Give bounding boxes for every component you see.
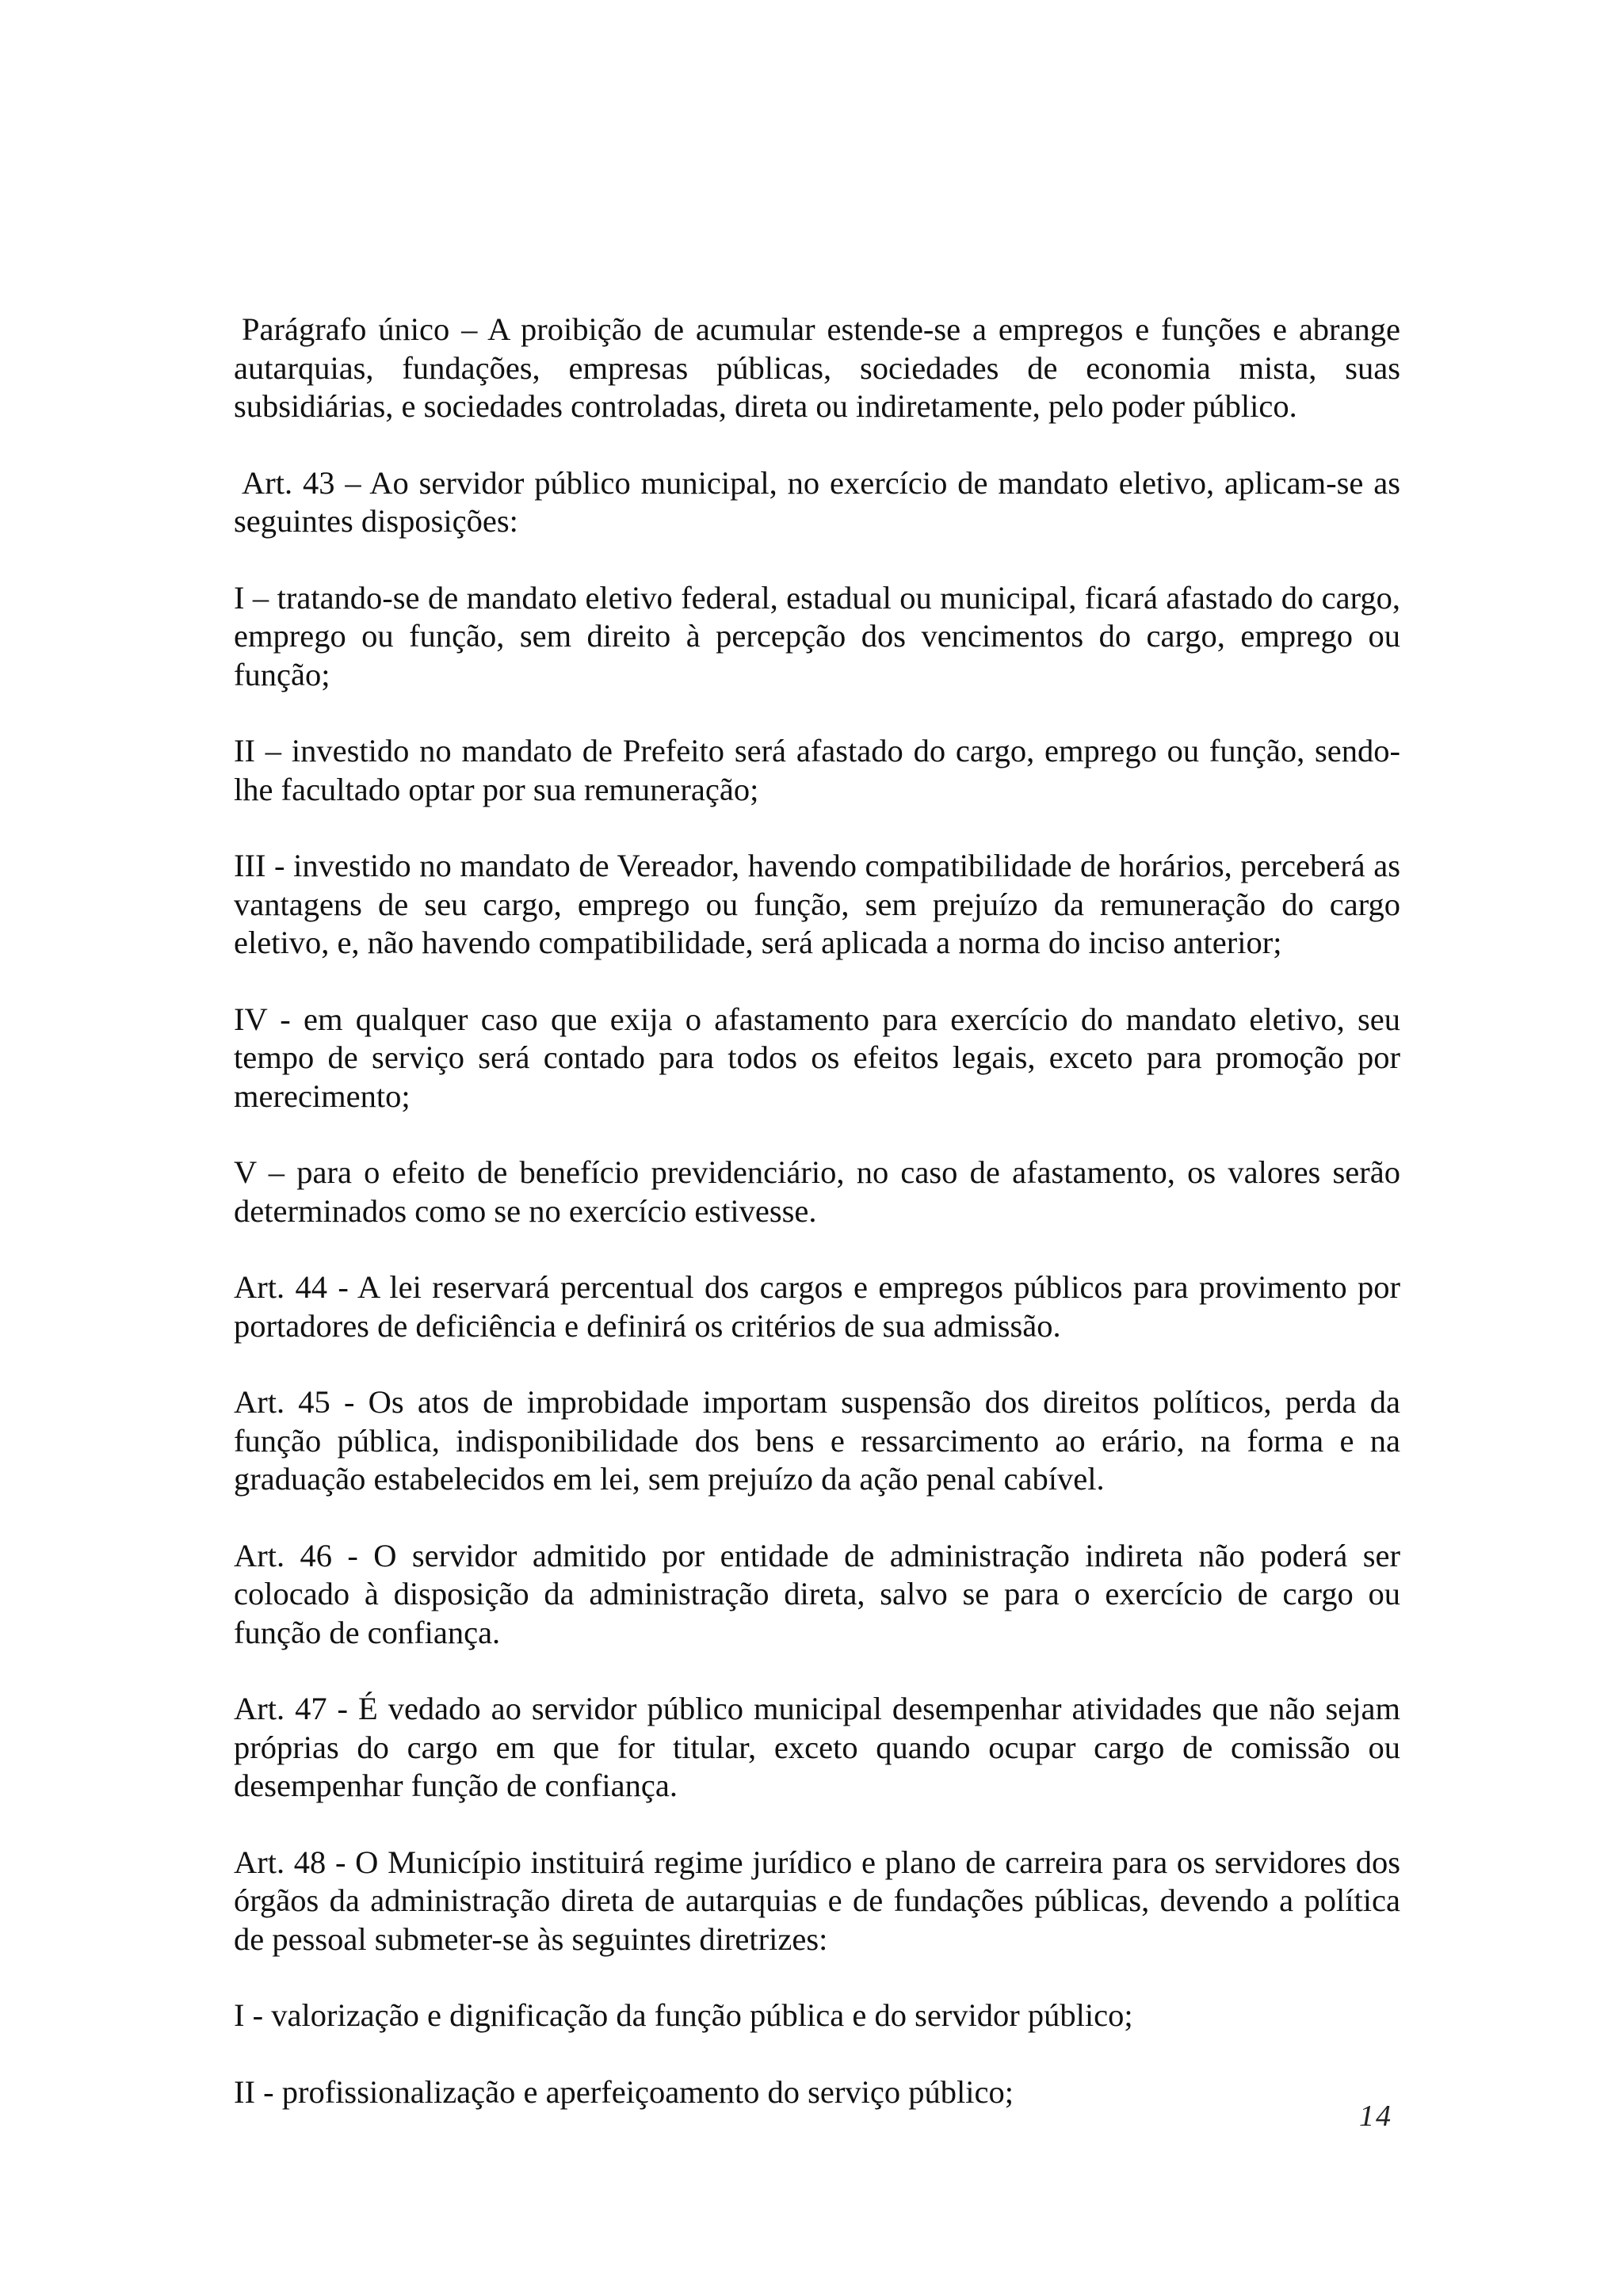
article-43-item-iii: III - investido no mandato de Vereador, havendo compatibilidade de horários, perceberá as vantagens de seu cargo, emprego ou função, sem prejuízo da remuneração do cargo eletivo, e, não havendo compatibilidade, será aplicada a norma do inciso anterior; — [234, 848, 1400, 960]
article-43-item-v: V – para o efeito de benefício previdenciário, no caso de afastamento, os valores serão determinados como se no exercício estivesse. — [234, 1154, 1400, 1229]
article-46: Art. 46 - O servidor admitido por entidade de administração indireta não poderá ser colocado à disposição da administração direta, salvo se para o exercício de cargo ou função de confiança. — [234, 1537, 1400, 1650]
article-48: Art. 48 - O Município instituirá regime jurídico e plano de carreira para os servidores dos órgãos da administração direta de autarquias e de fundações públicas, devendo a política de pessoal submeter-se às seguintes diretrizes: — [234, 1844, 1400, 1957]
paragrafo-unico: Parágrafo único – A proibição de acumular estende-se a empregos e funções e abrange autarquias, fundações, empresas públicas, sociedades de economia mista, suas subsidiárias, e sociedades controladas, direta ou indiretamente, pelo poder público. — [234, 311, 1400, 424]
article-45: Art. 45 - Os atos de improbidade importam suspensão dos direitos políticos, perda da função pública, indisponibilidade dos bens e ressarcimento ao erário, na forma e na graduação estabelecidos em lei, sem prejuízo da ação penal cabível. — [234, 1384, 1400, 1497]
article-43: Art. 43 – Ao servidor público municipal, no exercício de mandato eletivo, aplicam-se as seguintes disposições: — [234, 464, 1400, 539]
page-number: 14 — [1359, 2100, 1392, 2133]
article-44: Art. 44 - A lei reservará percentual dos cargos e empregos públicos para provimento por portadores de deficiência e definirá os critérios de sua admissão. — [234, 1269, 1400, 1344]
document-body — [234, 311, 1400, 2149]
article-43-item-i: I – tratando-se de mandato eletivo federal, estadual ou municipal, ficará afastado do cargo, emprego ou função, sem direito à percepção dos vencimentos do cargo, emprego ou função; — [234, 579, 1400, 692]
article-43-item-ii: II – investido no mandato de Prefeito será afastado do cargo, emprego ou função, sendo-lhe facultado optar por sua remuneração; — [234, 733, 1400, 807]
article-48-item-ii: II - profissionalização e aperfeiçoamento do serviço público; — [234, 2073, 1014, 2110]
article-43-item-iv: IV - em qualquer caso que exija o afastamento para exercício do mandato eletivo, seu tempo de serviço será contado para todos os efeitos legais, exceto para promoção por merecimento; — [234, 1001, 1400, 1114]
article-47: Art. 47 - É vedado ao servidor público municipal desempenhar atividades que não sejam próprias do cargo em que for titular, exceto quando ocupar cargo de comissão ou desempenhar função de confiança. — [234, 1691, 1400, 1803]
article-48-item-i: I - valorização e dignificação da função pública e do servidor público; — [234, 1997, 1133, 2033]
